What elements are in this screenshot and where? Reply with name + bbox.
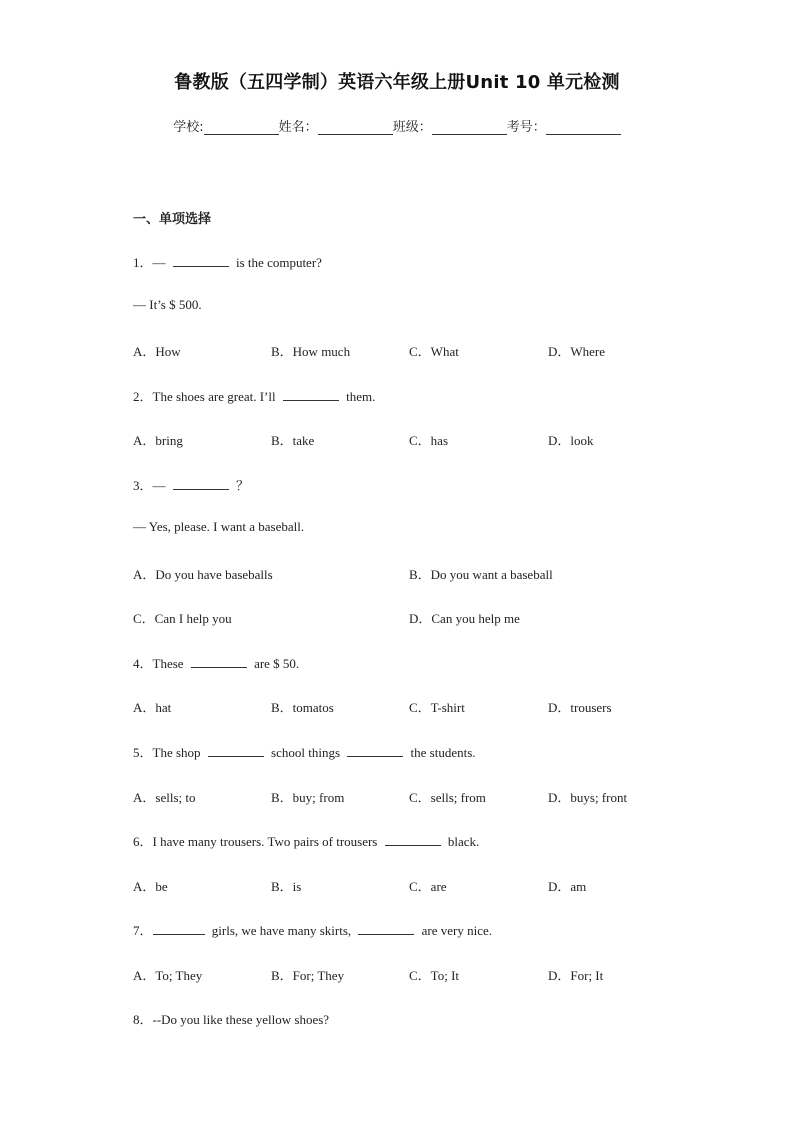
stem-text: are $ 50. (250, 656, 300, 671)
question-4-stem (133, 653, 299, 672)
option-d[interactable]: D．trousers (548, 700, 612, 715)
option-a[interactable]: A．hat (133, 700, 172, 715)
stem-text: are very nice. (418, 923, 493, 938)
exam-no-field[interactable] (546, 120, 621, 135)
question-number: 1． (133, 255, 153, 270)
option-d[interactable]: D．am (548, 879, 587, 894)
option-a[interactable]: A．How (133, 344, 181, 359)
name-label: 姓名： (278, 120, 318, 135)
option-b[interactable]: B．buy; from (271, 790, 345, 805)
answer-blank[interactable] (173, 477, 229, 490)
stem-text: ？ (232, 478, 250, 493)
stem-text: The shop (152, 745, 204, 760)
section-title: 一、单项选择 (133, 212, 212, 227)
option-c[interactable]: C．sells; from (409, 790, 486, 805)
option-b[interactable]: B．For; They (271, 968, 345, 983)
option-d[interactable]: D．buys; front (548, 790, 628, 805)
stem-text: --Do you like these yellow shoes? (152, 1012, 330, 1027)
exam-no-label: 考号： (506, 120, 546, 135)
answer-blank-1[interactable] (153, 922, 205, 935)
stem-text: — (152, 255, 169, 270)
school-label: 学校: (173, 120, 204, 135)
option-d[interactable]: D．For; It (548, 968, 604, 983)
name-field[interactable] (318, 120, 393, 135)
answer-blank-2[interactable] (347, 744, 403, 757)
option-c[interactable]: C．What (409, 344, 459, 359)
stem-text: girls, we have many skirts, (208, 923, 355, 938)
stem-text: the students. (407, 745, 476, 760)
option-a[interactable]: A．bring (133, 433, 183, 448)
question-1-line2: — It’s $ 500. (133, 297, 202, 312)
stem-text: These (152, 656, 187, 671)
option-c[interactable]: C．T-shirt (409, 700, 465, 715)
question-number: 5． (133, 745, 153, 760)
answer-blank[interactable] (191, 655, 247, 668)
option-b[interactable]: B．How much (271, 344, 351, 359)
stem-text: black. (444, 834, 480, 849)
answer-blank[interactable] (283, 388, 339, 401)
answer-blank[interactable] (173, 254, 229, 267)
question-number: 8． (133, 1012, 153, 1027)
stem-text: — (152, 478, 169, 493)
option-d[interactable]: D．look (548, 433, 594, 448)
question-3-line2: — Yes, please. I want a baseball. (133, 519, 305, 534)
option-b[interactable]: B．tomatos (271, 700, 334, 715)
question-number: 6． (133, 834, 153, 849)
option-b[interactable]: B．take (271, 433, 315, 448)
option-a[interactable]: A．To; They (133, 968, 203, 983)
question-7-stem (133, 920, 492, 939)
option-a[interactable]: A．Do you have baseballs (133, 567, 273, 582)
option-a[interactable]: A．sells; to (133, 790, 196, 805)
option-d[interactable]: D．Where (548, 344, 606, 359)
stem-text: The shoes are great. I’ll (152, 389, 279, 404)
stem-text: school things (267, 745, 344, 760)
question-number: 2． (133, 389, 153, 404)
school-field[interactable] (204, 120, 279, 135)
option-b[interactable]: B．Do you want a baseball (409, 567, 553, 582)
stem-text: them. (342, 389, 376, 404)
answer-blank-2[interactable] (358, 922, 414, 935)
option-d[interactable]: D．Can you help me (409, 611, 520, 626)
question-number: 3． (133, 478, 153, 493)
question-number: 4． (133, 656, 153, 671)
answer-blank-1[interactable] (208, 744, 264, 757)
answer-blank[interactable] (385, 833, 441, 846)
question-5-stem (133, 742, 476, 761)
student-info-line (0, 116, 794, 135)
option-b[interactable]: B．is (271, 879, 302, 894)
question-8-stem (133, 1009, 329, 1028)
question-3-stem (133, 475, 249, 494)
option-c[interactable]: C．are (409, 879, 447, 894)
class-label: 班级： (392, 120, 432, 135)
stem-text: is the computer? (232, 255, 322, 270)
document-title: 鲁教版（五四学制）英语六年级上册Unit 10 单元检测 (174, 72, 620, 93)
question-number: 7． (133, 923, 153, 938)
option-c[interactable]: C．has (409, 433, 449, 448)
question-1-stem (133, 252, 322, 271)
question-2-stem (133, 386, 375, 405)
option-c[interactable]: C．To; It (409, 968, 460, 983)
question-6-stem (133, 831, 479, 850)
stem-text: I have many trousers. Two pairs of trousers (152, 834, 381, 849)
option-c[interactable]: C．Can I help you (133, 611, 232, 626)
option-a[interactable]: A．be (133, 879, 168, 894)
class-field[interactable] (432, 120, 507, 135)
